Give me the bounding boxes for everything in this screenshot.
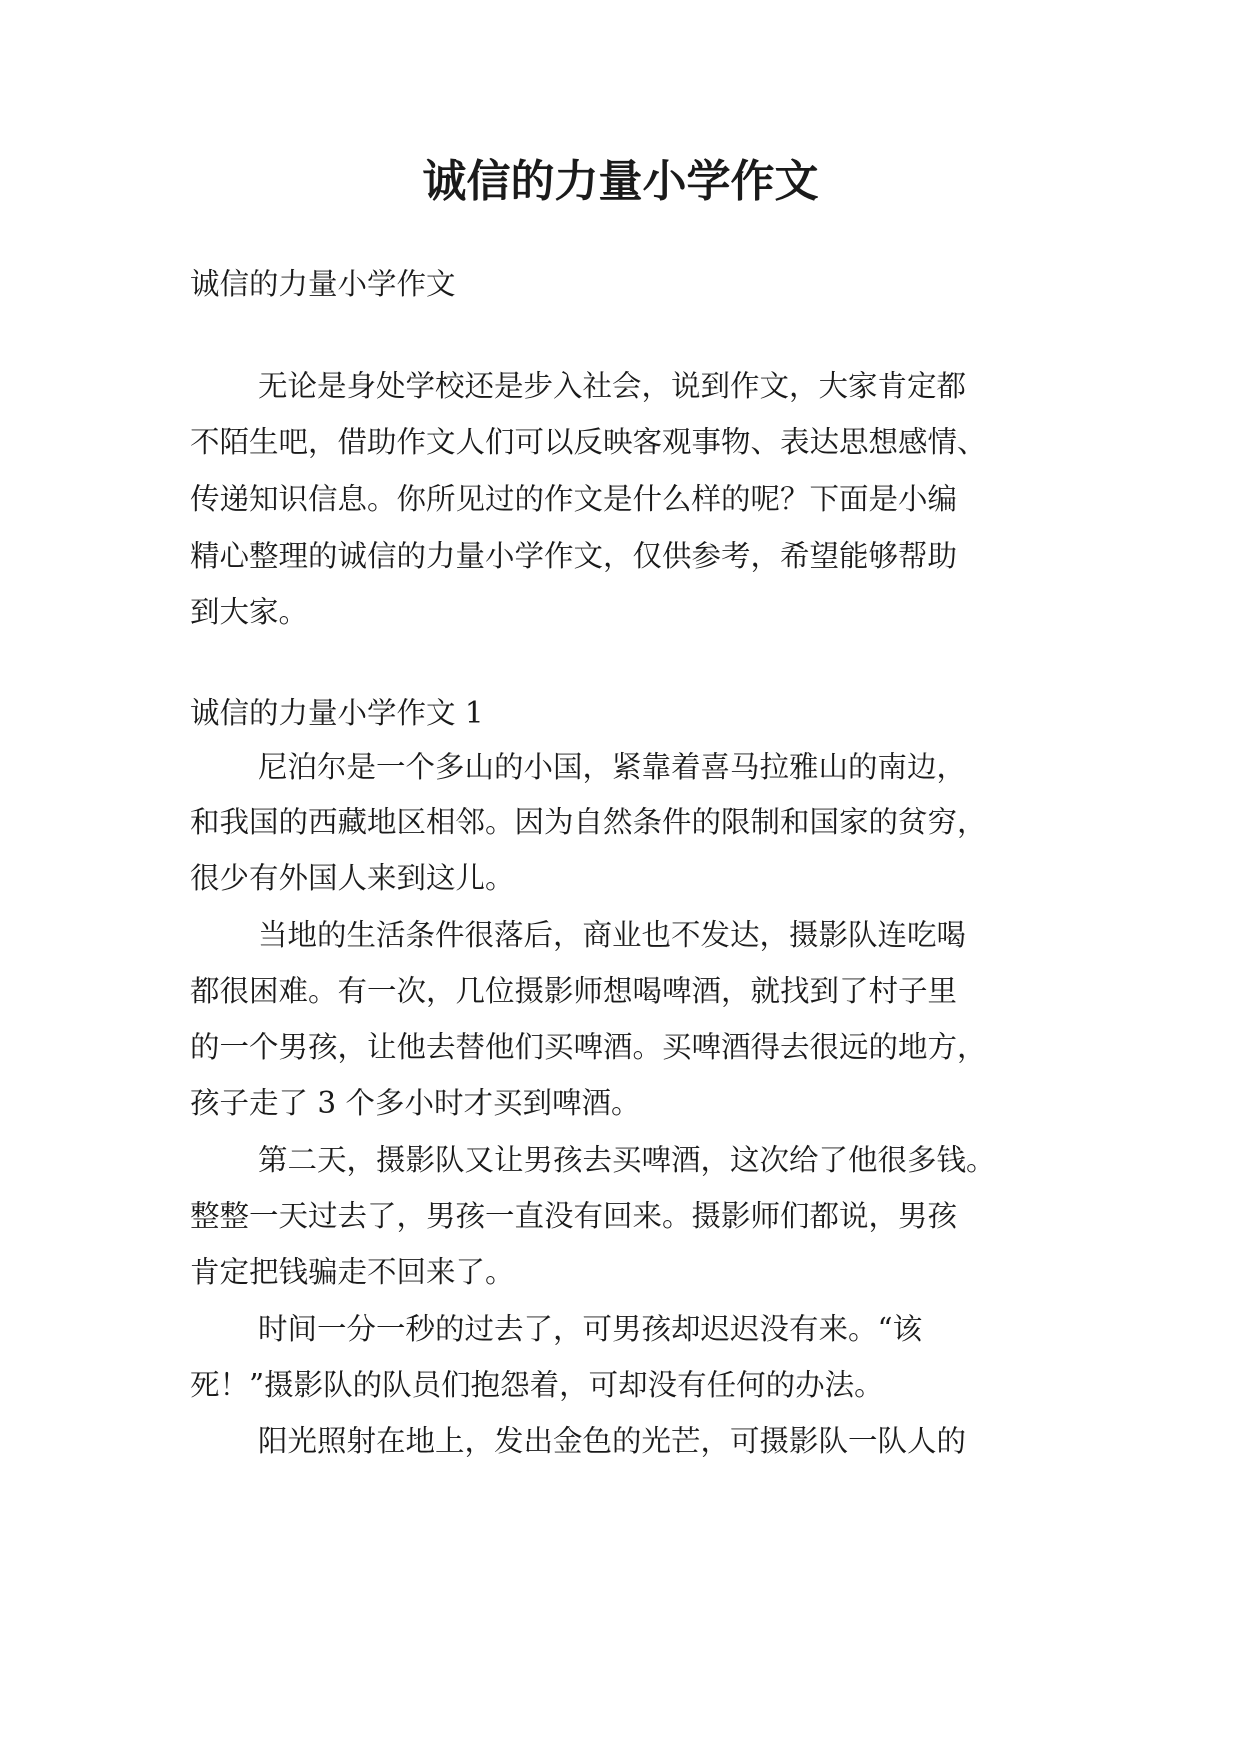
- paragraph-line: 尼泊尔是一个多山的小国，紧靠着喜马拉雅山的南边，: [258, 750, 967, 784]
- paragraph-line: 肯定把钱骗走不回来了。: [190, 1255, 515, 1289]
- paragraph-line: 阳光照射在地上，发出金色的光芒，可摄影队一队人的: [258, 1424, 967, 1458]
- paragraph-line: 第二天，摄影队又让男孩去买啤酒，这次给了他很多钱。: [258, 1143, 996, 1177]
- intro-line: 精心整理的诚信的力量小学作文，仅供参考，希望能够帮助: [190, 539, 958, 573]
- intro-line: 传递知识信息。你所见过的作文是什么样的呢？下面是小编: [190, 482, 958, 516]
- paragraph-line: 时间一分一秒的过去了，可男孩却迟迟没有来。“该: [258, 1312, 923, 1346]
- paragraph-line: 很少有外国人来到这儿。: [190, 861, 515, 895]
- paragraph-line: 当地的生活条件很落后，商业也不发达，摄影队连吃喝: [258, 918, 967, 952]
- document-subtitle: 诚信的力量小学作文: [190, 267, 456, 301]
- document-title: 诚信的力量小学作文: [422, 156, 819, 207]
- paragraph-line: 的一个男孩，让他去替他们买啤酒。买啤酒得去很远的地方，: [190, 1030, 987, 1064]
- intro-line: 到大家。: [190, 595, 309, 629]
- intro-line: 不陌生吧，借助作文人们可以反映客观事物、表达思想感情、: [190, 425, 987, 459]
- intro-line: 无论是身处学校还是步入社会，说到作文，大家肯定都: [258, 369, 967, 403]
- paragraph-line: 整整一天过去了，男孩一直没有回来。摄影师们都说，男孩: [190, 1199, 958, 1233]
- paragraph-line: 孩子走了 3 个多小时才买到啤酒。: [190, 1086, 641, 1120]
- paragraph-line: 死！”摄影队的队员们抱怨着，可却没有任何的办法。: [190, 1368, 884, 1402]
- section-heading: 诚信的力量小学作文 1: [190, 696, 484, 730]
- paragraph-line: 都很困难。有一次，几位摄影师想喝啤酒，就找到了村子里: [190, 974, 958, 1008]
- paragraph-line: 和我国的西藏地区相邻。因为自然条件的限制和国家的贫穷，: [190, 805, 987, 839]
